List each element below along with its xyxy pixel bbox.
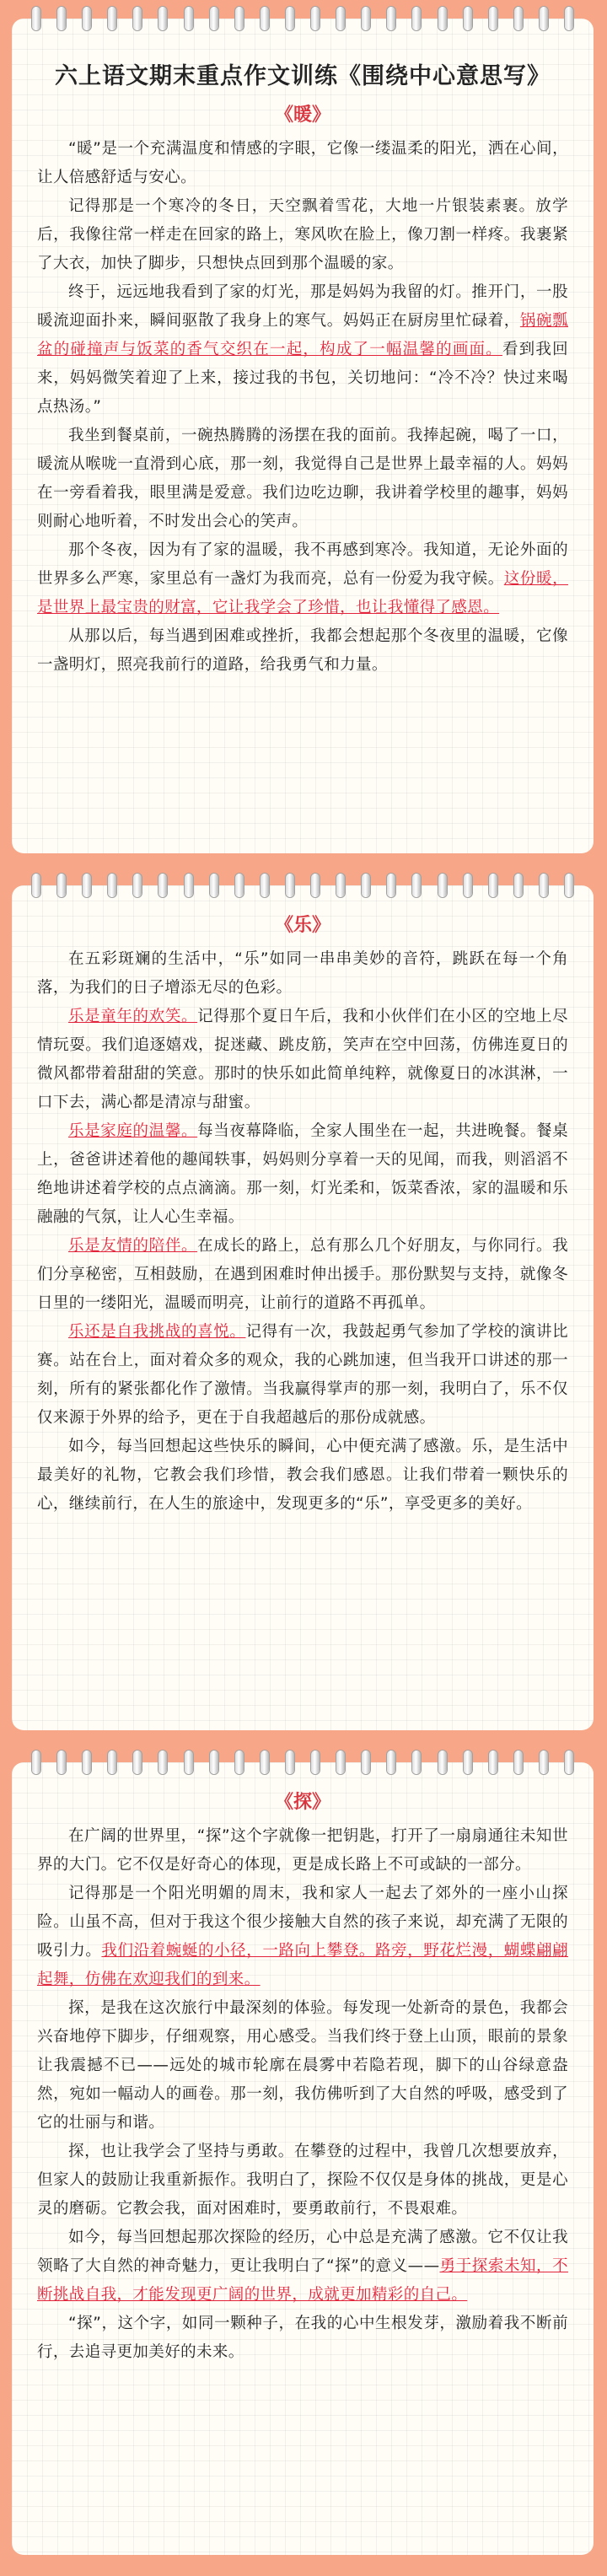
binder-ring-icon bbox=[438, 1750, 447, 1774]
binder-ring-icon bbox=[235, 7, 244, 30]
text-run: 每当夜幕降临，全家人围坐在一起，共进晚餐。餐桌上，爸爸讲述着他的趣闻轶事，妈妈则分享着一天的见闻，而我，则滔滔不绝地讲述着学校的点点滴滴。那一刻，灯光柔和，饭菜香浓，家的温暖和乐融融的气氛，让人心生幸福。 bbox=[37, 1122, 568, 1226]
binder-ring-icon bbox=[489, 874, 497, 897]
binder-ring-icon bbox=[540, 1750, 548, 1774]
binder-ring-icon bbox=[32, 874, 40, 897]
highlight-text: 乐是家庭的温馨。 bbox=[68, 1122, 198, 1140]
section-heading-nuan: 《暖》 bbox=[274, 105, 330, 126]
binder-ring-icon bbox=[336, 874, 345, 897]
paragraph bbox=[37, 1003, 568, 1117]
paragraph: 记得那是一个寒冷的冬日，天空飘着雪花，大地一片银装素裹。放学后，我像往常一样走在回家的路上，寒风吹在脸上，像刀割一样疼。我裹紧了大衣，加快了脚步，只想快点回到那个温暖的家。 bbox=[37, 197, 568, 272]
binder-ring-icon bbox=[57, 1750, 66, 1774]
binder-ring-icon bbox=[438, 874, 447, 897]
binder-ring-icon bbox=[336, 7, 345, 30]
paragraph bbox=[37, 536, 568, 622]
binder-ring-icon bbox=[387, 1750, 395, 1774]
card-le bbox=[12, 885, 594, 1730]
highlight-text: 勇于探索未知，不断挑战自我，才能发现更广阔的世界，成就更加精彩的自己。 bbox=[37, 2257, 568, 2304]
text-run: 在成长的路上，总有那么几个好朋友，与你同行。我们分享秘密，互相鼓励，在遇到困难时伸出援手。那份默契与支持，就像冬日里的一缕阳光，温暖而明亮，让前行的道路不再孤单。 bbox=[37, 1237, 568, 1312]
binder-ring-icon bbox=[57, 7, 66, 30]
paragraph: “暖”是一个充满温度和情感的字眼，它像一缕温柔的阳光，洒在心间，让人倍感舒适与安心。 bbox=[37, 140, 568, 186]
binder-ring-icon bbox=[57, 874, 66, 897]
binder-ring-icon bbox=[464, 7, 472, 30]
binder-ring-icon bbox=[540, 7, 548, 30]
binder-ring-icon bbox=[261, 874, 269, 897]
binder-ring-icon bbox=[514, 1750, 523, 1774]
binder-ring-icon bbox=[83, 7, 91, 30]
binder-ring-icon bbox=[32, 1750, 40, 1774]
binder-ring-icon bbox=[32, 7, 40, 30]
binder-ring-icon bbox=[514, 874, 523, 897]
binder-ring-icon bbox=[133, 874, 142, 897]
paragraph bbox=[37, 2224, 568, 2310]
text-run: 如今，每当回想起那次探险的经历，心中总是充满了感激。它不仅让我领略了大自然的神奇魅力，更让我明白了“探”的意义—— bbox=[37, 2229, 568, 2275]
binder-ring-icon bbox=[412, 1750, 421, 1774]
binder-ring-icon bbox=[311, 1750, 320, 1774]
paragraph: 探，也让我学会了坚持与勇敢。在攀登的过程中，我曾几次想要放弃，但家人的鼓励让我重新振作。我明白了，探险不仅仅是身体的挑战，更是心灵的磨砺。它教会我，面对困难时，要勇敢前行，不畏艰难。 bbox=[37, 2143, 568, 2218]
binder-ring-icon bbox=[412, 874, 421, 897]
highlight-text: 乐还是自我挑战的喜悦。 bbox=[68, 1323, 246, 1341]
binder-ring-icon bbox=[261, 1750, 269, 1774]
binder-ring-icon bbox=[83, 874, 91, 897]
text-run: 那个冬夜，因为有了家的温暖，我不再感到寒冷。我知道，无论外面的世界多么严寒，家里总有一盏灯为我而亮，总有一份爱为我守候。 bbox=[37, 541, 568, 588]
paragraph: 从那以后，每当遇到困难或挫折，我都会想起那个冬夜里的温暖，它像一盏明灯，照亮我前行的道路，给我勇气和力量。 bbox=[37, 627, 568, 674]
highlight-text: 乐是友情的陪伴。 bbox=[68, 1237, 198, 1255]
highlight-text: 这份暖，是世界上最宝贵的财富，它让我学会了珍惜，也让我懂得了感恩。 bbox=[37, 570, 568, 616]
binder-ring-icon bbox=[540, 874, 548, 897]
binder-ring-icon bbox=[286, 1750, 294, 1774]
section-heading-le: 《乐》 bbox=[274, 915, 330, 936]
binder-ring-icon bbox=[133, 7, 142, 30]
card-tan bbox=[12, 1762, 594, 2555]
binder-ring-icon bbox=[185, 1750, 193, 1774]
binder-ring-icon bbox=[565, 874, 573, 897]
paragraph: 如今，每当回想起这些快乐的瞬间，心中便充满了感激。乐，是生活中最美好的礼物，它教会我们珍惜，教会我们感恩。让我们带着一颗快乐的心，继续前行，在人生的旅途中，发现更多的“乐”，享受更多的美好。 bbox=[37, 1438, 568, 1513]
highlight-text: 乐是童年的欢笑。 bbox=[68, 1008, 198, 1025]
binder-ring-icon bbox=[362, 7, 370, 30]
paragraph: 在广阔的世界里，“探”这个字就像一把钥匙，打开了一扇扇通往未知世界的大门。它不仅是好奇心的体现，更是成长路上不可或缺的一部分。 bbox=[37, 1827, 568, 1874]
binder-ring-icon bbox=[311, 874, 320, 897]
binder-ring-icon bbox=[108, 874, 116, 897]
binder-ring-icon bbox=[83, 1750, 91, 1774]
card-nuan bbox=[12, 19, 594, 853]
paragraph bbox=[37, 1880, 568, 1994]
binder-ring-icon bbox=[286, 7, 294, 30]
text-run: 记得那个夏日午后，我和小伙伴们在小区的空地上尽情玩耍。我们追逐嬉戏，捉迷藏、跳皮筋，笑声在空中回荡，仿佛连夏日的微风都带着甜甜的笑意。那时的快乐如此简单纯粹，就像夏日的冰淇淋，一口下去，满心都是清凉与甜蜜。 bbox=[37, 1008, 568, 1111]
binder-ring-icon bbox=[464, 874, 472, 897]
binder-ring-icon bbox=[438, 7, 447, 30]
binder-ring-icon bbox=[108, 1750, 116, 1774]
highlight-text: 锅碗瓢盆的碰撞声与饭菜的香气交织在一起，构成了一幅温馨的画面。 bbox=[37, 312, 568, 358]
binder-ring-icon bbox=[185, 874, 193, 897]
binder-ring-icon bbox=[286, 874, 294, 897]
text-run: 看到我回来，妈妈微笑着迎了上来，接过我的书包，关切地问：“冷不冷？快过来喝点热汤。” bbox=[37, 341, 568, 416]
binder-ring-icon bbox=[565, 1750, 573, 1774]
paragraph: 我坐到餐桌前，一碗热腾腾的汤摆在我的面前。我捧起碗，喝了一口，暖流从喉咙一直滑到心底，那一刻，我觉得自己是世界上最幸福的人。妈妈在一旁看着我，眼里满是爱意。我们边吃边聊，我讲着学校里的趣事，妈妈则耐心地听着，不时发出会心的笑声。 bbox=[37, 427, 568, 530]
section-heading-tan: 《探》 bbox=[274, 1792, 330, 1813]
binder-ring-icon bbox=[362, 874, 370, 897]
binder-rings bbox=[32, 874, 573, 899]
binder-rings bbox=[32, 1750, 573, 1776]
text-run: 终于，远远地我看到了家的灯光，那是妈妈为我留的灯。推开门，一股暖流迎面扑来，瞬间驱散了我身上的寒气。妈妈正在厨房里忙碌着， bbox=[37, 283, 568, 330]
binder-ring-icon bbox=[210, 1750, 218, 1774]
paragraph bbox=[37, 1318, 568, 1433]
binder-ring-icon bbox=[311, 7, 320, 30]
binder-ring-icon bbox=[565, 7, 573, 30]
binder-ring-icon bbox=[514, 7, 523, 30]
binder-ring-icon bbox=[489, 1750, 497, 1774]
binder-ring-icon bbox=[387, 7, 395, 30]
binder-ring-icon bbox=[235, 1750, 244, 1774]
binder-ring-icon bbox=[362, 1750, 370, 1774]
paragraph: 在五彩斑斓的生活中，“乐”如同一串串美妙的音符，跳跃在每一个角落，为我们的日子增添无尽的色彩。 bbox=[37, 950, 568, 997]
paragraph bbox=[37, 1232, 568, 1318]
binder-rings bbox=[32, 7, 573, 32]
paragraph bbox=[37, 1117, 568, 1232]
binder-ring-icon bbox=[185, 7, 193, 30]
text-run: 记得那是一个阳光明媚的周末，我和家人一起去了郊外的一座小山探险。山虽不高，但对于我这个很少接触大自然的孩子来说，却充满了无限的吸引力。 bbox=[37, 1885, 568, 1960]
binder-ring-icon bbox=[464, 1750, 472, 1774]
paragraph: “探”，这个字，如同一颗种子，在我的心中生根发芽，激励着我不断前行，去追寻更加美好的未来。 bbox=[37, 2315, 568, 2361]
binder-ring-icon bbox=[158, 1750, 167, 1774]
paragraph bbox=[37, 278, 568, 422]
binder-ring-icon bbox=[261, 7, 269, 30]
binder-ring-icon bbox=[158, 7, 167, 30]
binder-ring-icon bbox=[235, 874, 244, 897]
binder-ring-icon bbox=[412, 7, 421, 30]
highlight-text: 我们沿着蜿蜒的小径，一路向上攀登。路旁，野花烂漫，蝴蝶翩翩起舞，仿佛在欢迎我们的到来。 bbox=[37, 1942, 568, 1988]
binder-ring-icon bbox=[387, 874, 395, 897]
binder-ring-icon bbox=[108, 7, 116, 30]
binder-ring-icon bbox=[336, 1750, 345, 1774]
binder-ring-icon bbox=[133, 1750, 142, 1774]
binder-ring-icon bbox=[210, 7, 218, 30]
binder-ring-icon bbox=[489, 7, 497, 30]
page-title: 六上语文期末重点作文训练《围绕中心意思写》 bbox=[55, 63, 551, 89]
paragraph: 探，是我在这次旅行中最深刻的体验。每发现一处新奇的景色，我都会兴奋地停下脚步，仔细观察，用心感受。当我们终于登上山顶，眼前的景象让我震撼不已——远处的城市轮廓在晨雾中若隐若现，脚下的山谷绿意盎然，宛如一幅动人的画卷。那一刻，我仿佛听到了大自然的呼吸，感受到了它的壮丽与和谐。 bbox=[37, 1999, 568, 2132]
binder-ring-icon bbox=[210, 874, 218, 897]
binder-ring-icon bbox=[158, 874, 167, 897]
text-run: 记得有一次，我鼓起勇气参加了学校的演讲比赛。站在台上，面对着众多的观众，我的心跳加速，但当我开口讲述的那一刻，所有的紧张都化作了激情。当我赢得掌声的那一刻，我明白了，乐不仅仅来源于外界的给予，更在于自我超越后的那份成就感。 bbox=[37, 1323, 568, 1427]
